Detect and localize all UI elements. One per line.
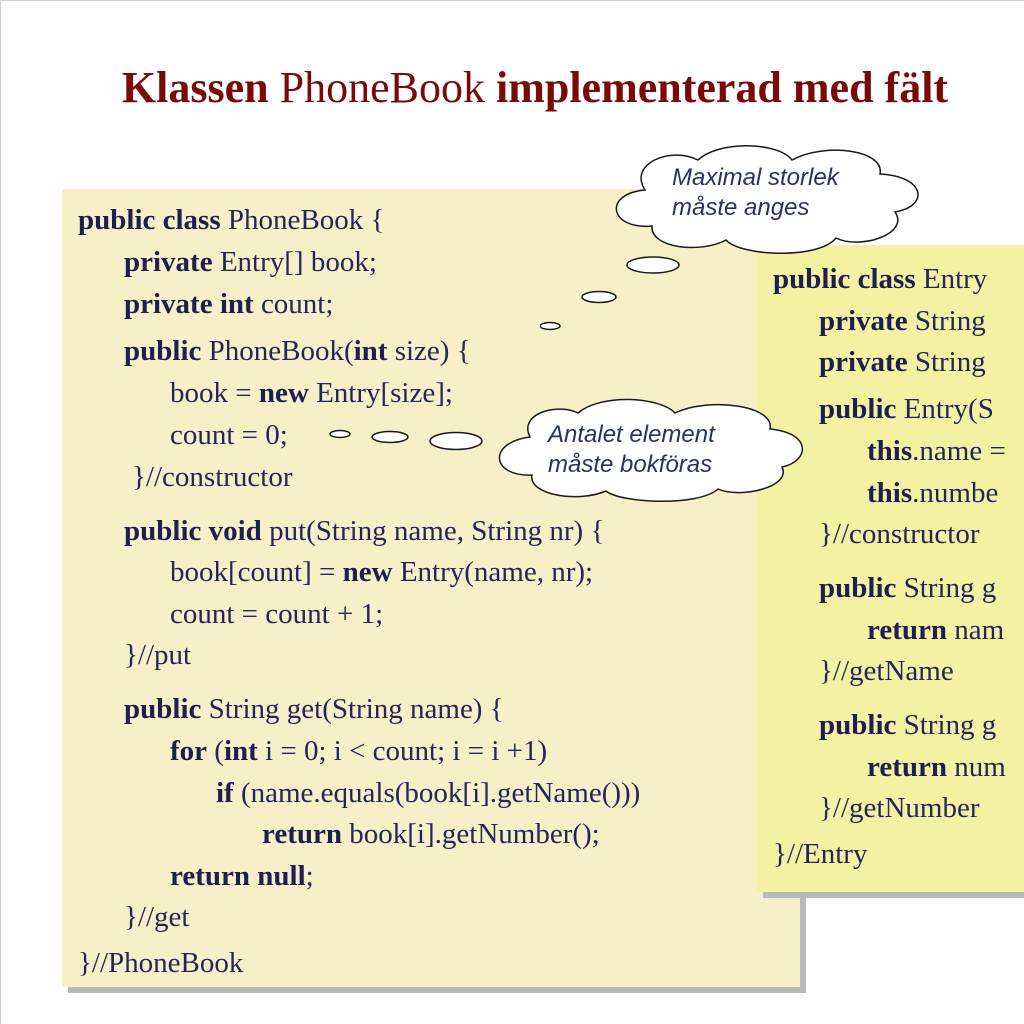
- code-keyword: private: [819, 346, 908, 378]
- phonebook-code-line: [124, 288, 333, 321]
- phonebook-code-line: [124, 639, 191, 672]
- code-text: (: [207, 735, 224, 767]
- entry-code-line: [819, 518, 980, 551]
- entry-code-line: [867, 751, 1006, 784]
- code-text: PhoneBook {: [220, 204, 385, 236]
- code-text: Entry[size];: [308, 377, 453, 409]
- callout-count-line-2: måste bokföras: [548, 451, 713, 478]
- code-text: i = 0; i < count; i = i +1): [257, 735, 548, 767]
- code-keyword: class: [162, 204, 221, 236]
- code-keyword: int: [219, 288, 254, 320]
- callout-max-size-line-1: Maximal storlek: [672, 164, 839, 191]
- code-text: book =: [170, 377, 259, 409]
- phonebook-code-line: [216, 777, 640, 810]
- code-text: }//Entry: [773, 838, 868, 870]
- code-text: [155, 204, 162, 236]
- code-text: }//getNumber: [819, 792, 980, 824]
- entry-code-line: [819, 709, 996, 742]
- code-text: book[i].getNumber();: [342, 818, 600, 850]
- entry-code-box: [757, 245, 1024, 892]
- callout-max-size-line-2: måste anges: [672, 194, 810, 221]
- code-text: }//getName: [819, 655, 954, 687]
- code-keyword: public: [124, 693, 202, 725]
- code-text: }//constructor: [819, 518, 980, 550]
- callout-count-line-1: Antalet element: [548, 421, 715, 448]
- code-text: Entry: [915, 263, 988, 295]
- phonebook-code-line: [124, 246, 377, 279]
- code-keyword: class: [857, 263, 916, 295]
- code-keyword: void: [208, 515, 262, 547]
- code-keyword: new: [258, 377, 309, 409]
- title-part-3: implementerad med fält: [495, 63, 949, 112]
- phonebook-code-line: [170, 419, 288, 452]
- slide-title: [0, 62, 1024, 113]
- code-keyword: private: [124, 246, 213, 278]
- phonebook-code-line: [78, 947, 243, 980]
- entry-code-line: [773, 838, 867, 871]
- code-keyword: return: [867, 751, 948, 783]
- phonebook-code-line: [124, 335, 471, 368]
- phonebook-code-line: [262, 818, 600, 851]
- entry-code-line: [867, 477, 998, 510]
- entry-code-line: [819, 572, 996, 605]
- code-text: count;: [253, 288, 334, 320]
- code-keyword: public: [819, 709, 897, 741]
- phonebook-code-line: [170, 598, 383, 631]
- code-text: Entry[] book;: [212, 246, 377, 278]
- code-text: (name.equals(book[i].getName())): [233, 777, 641, 809]
- phonebook-code-line: [170, 556, 593, 589]
- code-text: num: [947, 751, 1006, 783]
- phonebook-code-line: [170, 735, 547, 768]
- code-text: Entry(S: [896, 393, 994, 425]
- code-keyword: null: [257, 860, 306, 892]
- code-text: count = count + 1;: [170, 598, 384, 630]
- code-text: put(String name, String nr) {: [261, 515, 605, 547]
- code-text: String get(String name) {: [201, 693, 504, 725]
- code-text: .name =: [912, 435, 1006, 467]
- code-keyword: return: [262, 818, 343, 850]
- entry-code-line: [819, 792, 980, 825]
- code-keyword: private: [124, 288, 213, 320]
- code-text: String g: [896, 709, 997, 741]
- entry-code-line: [867, 435, 1006, 468]
- callout-max-size-text: [672, 163, 839, 223]
- code-text: .numbe: [912, 477, 999, 509]
- code-text: size) {: [387, 335, 471, 367]
- code-keyword: return: [170, 860, 251, 892]
- code-keyword: public: [124, 335, 202, 367]
- code-text: String: [907, 305, 986, 337]
- code-keyword: public: [819, 572, 897, 604]
- code-text: }//constructor: [132, 461, 293, 493]
- code-keyword: int: [353, 335, 388, 367]
- phonebook-code-line: [124, 901, 189, 934]
- code-keyword: return: [867, 614, 948, 646]
- code-text: book[count] =: [170, 556, 343, 588]
- code-text: }//get: [124, 901, 190, 933]
- entry-code-line: [867, 614, 1004, 647]
- code-text: [213, 288, 220, 320]
- code-keyword: int: [223, 735, 258, 767]
- code-keyword: public: [773, 263, 851, 295]
- code-keyword: new: [342, 556, 393, 588]
- code-keyword: private: [819, 305, 908, 337]
- code-text: count = 0;: [170, 419, 288, 451]
- code-text: String: [907, 346, 986, 378]
- code-text: [201, 515, 208, 547]
- code-keyword: if: [216, 777, 234, 809]
- entry-code-line: [819, 655, 954, 688]
- code-text: PhoneBook(: [201, 335, 354, 367]
- code-text: Entry(name, nr);: [392, 556, 594, 588]
- title-part-1: Klassen: [121, 63, 269, 112]
- code-text: String g: [896, 572, 997, 604]
- code-text: ;: [305, 860, 314, 892]
- entry-code-line: [819, 393, 994, 426]
- code-keyword: for: [170, 735, 208, 767]
- phonebook-code-line: [170, 860, 314, 893]
- phonebook-code-line: [132, 461, 293, 494]
- phonebook-code-line: [124, 693, 504, 726]
- phonebook-code-line: [124, 515, 604, 548]
- callout-count-text: [548, 420, 715, 480]
- code-keyword: public: [819, 393, 897, 425]
- code-keyword: public: [78, 204, 156, 236]
- code-keyword: public: [124, 515, 202, 547]
- code-keyword: this: [867, 435, 913, 467]
- code-text: }//put: [124, 639, 192, 671]
- code-text: }//PhoneBook: [78, 947, 244, 979]
- code-text: nam: [947, 614, 1005, 646]
- entry-code-line: [819, 346, 986, 379]
- code-keyword: this: [867, 477, 913, 509]
- title-part-2: PhoneBook: [268, 63, 496, 112]
- phonebook-code-line: [78, 204, 384, 237]
